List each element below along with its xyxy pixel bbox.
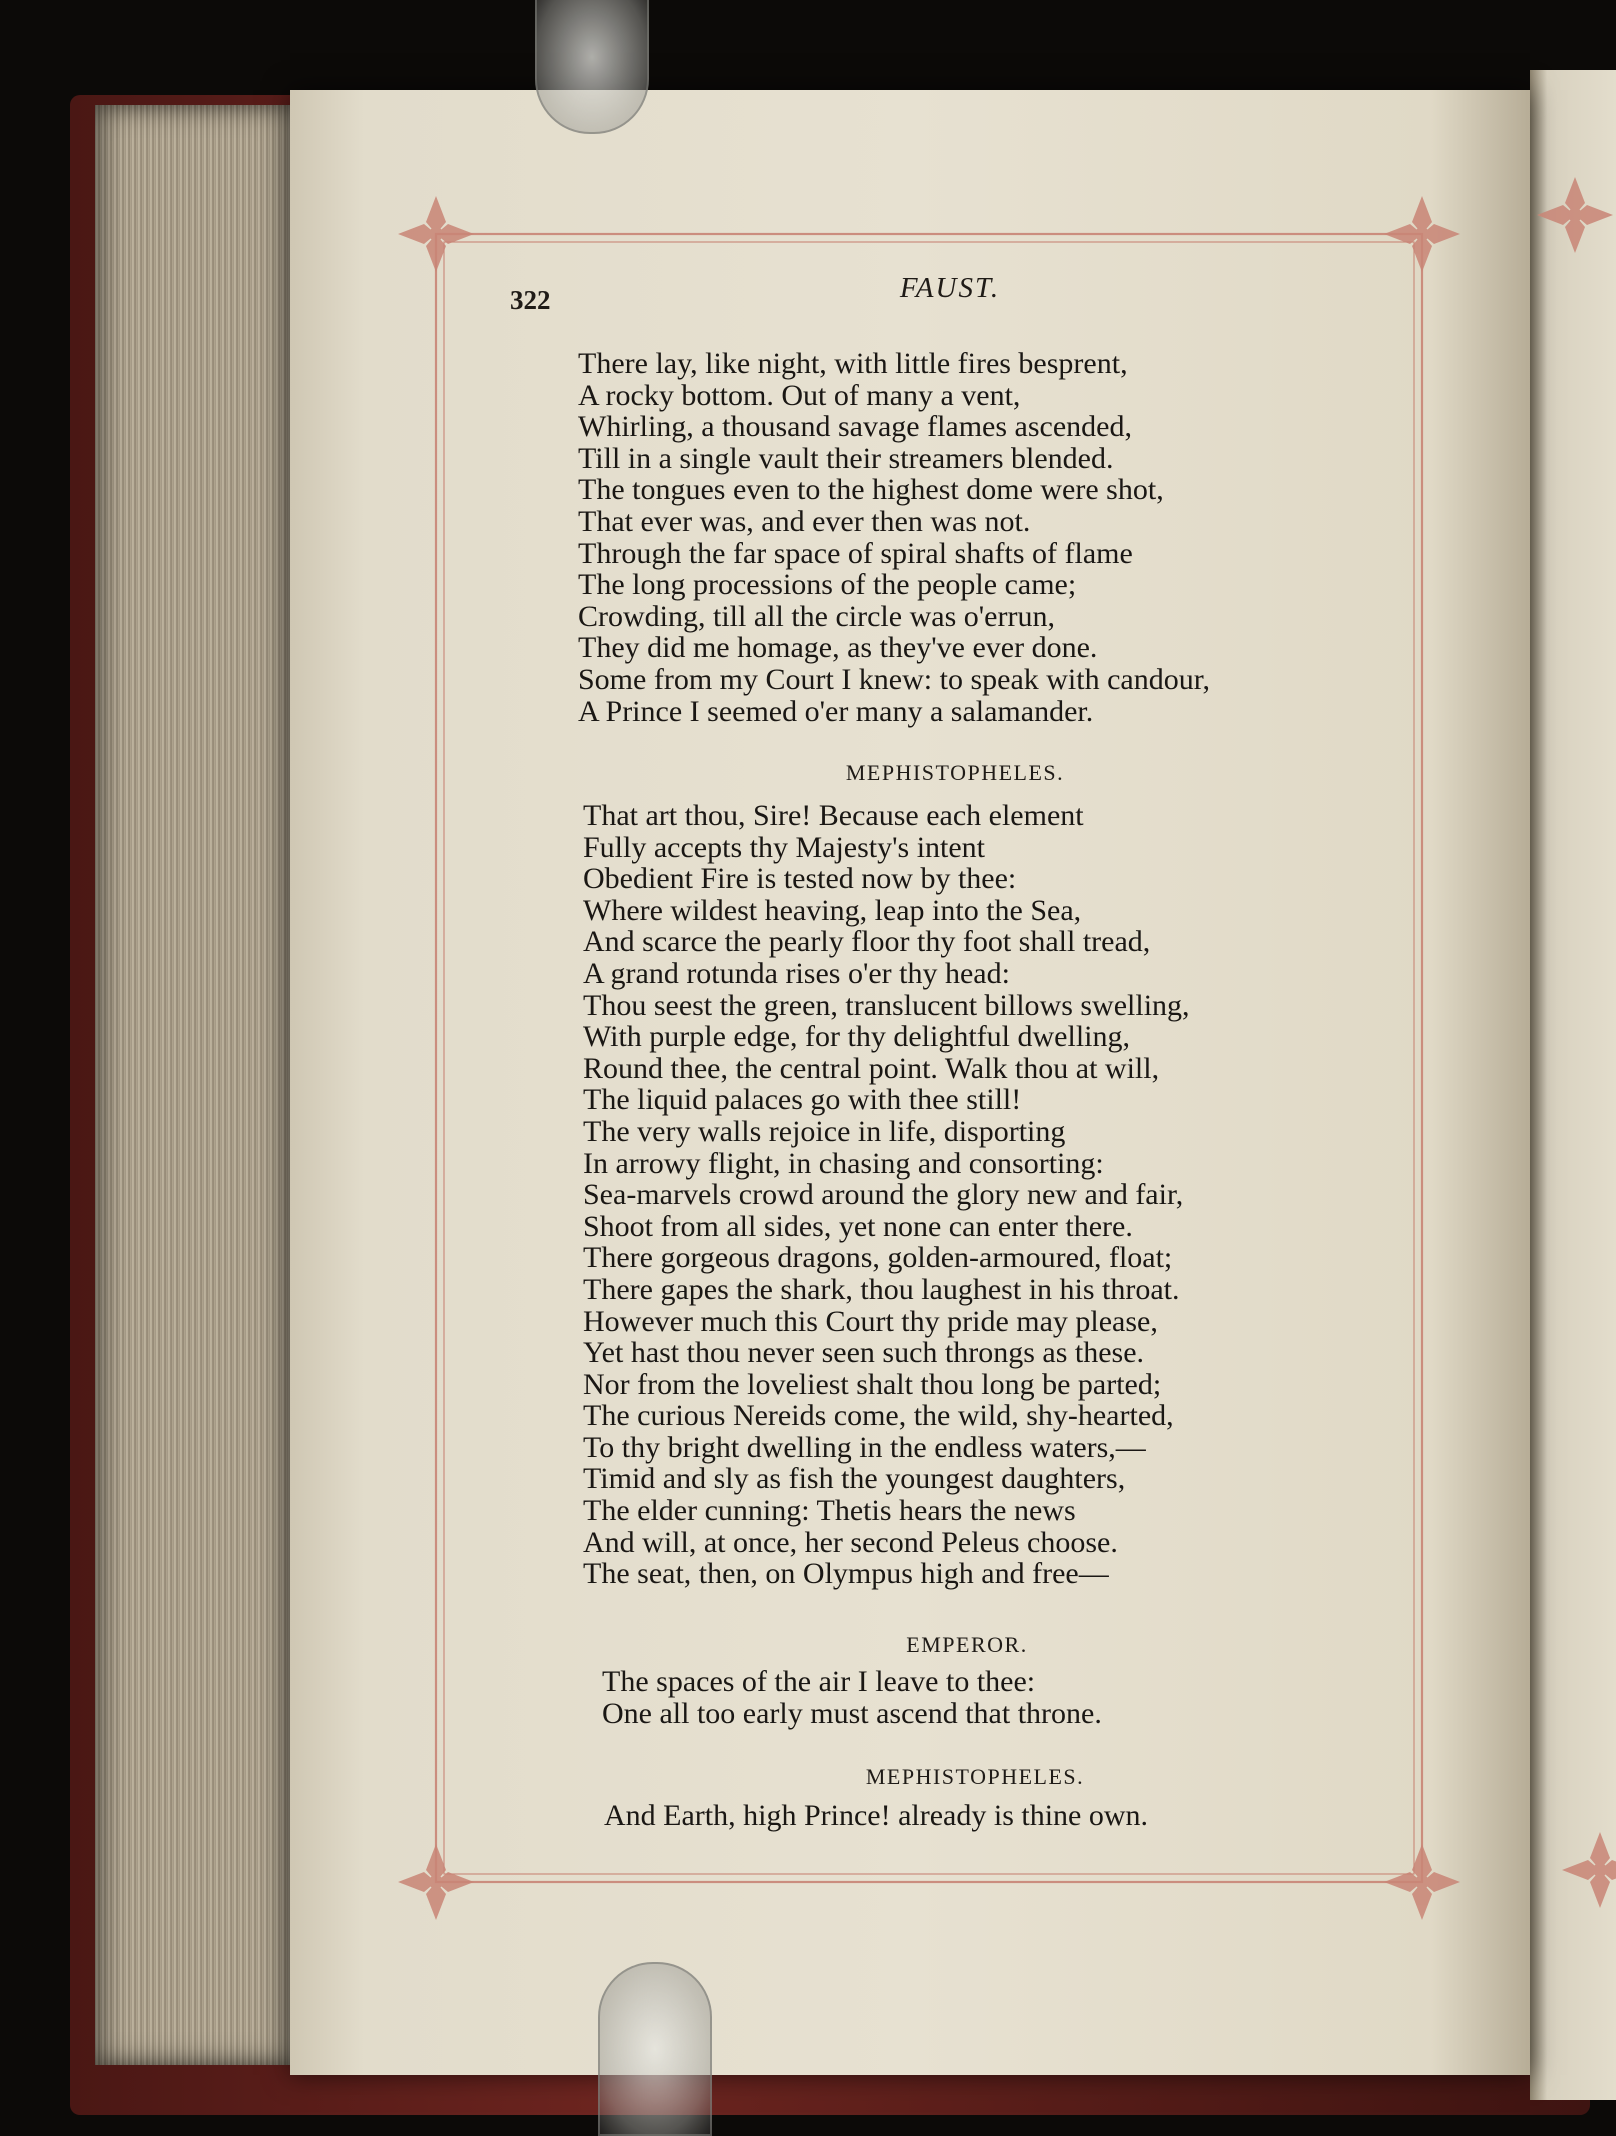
corner-ornament bbox=[1384, 196, 1460, 272]
page-clip-bottom bbox=[598, 1962, 712, 2136]
verse-line: And Earth, high Prince! already is thine own. bbox=[604, 1799, 1149, 1832]
verse-line: A rocky bottom. Out of many a vent, bbox=[578, 378, 1021, 412]
verse-line: Nor from the loveliest shalt thou long be parted; bbox=[583, 1367, 1162, 1401]
verse-line: Crowding, till all the circle was o'errun, bbox=[578, 599, 1055, 633]
verse-line: A grand rotunda rises o'er thy head: bbox=[583, 956, 1010, 990]
page-number: 322 bbox=[510, 285, 551, 315]
page-clip-top bbox=[535, 0, 649, 134]
verse-line: The long processions of the people came; bbox=[578, 568, 1077, 602]
verse-line: The curious Nereids come, the wild, shy-hearted, bbox=[583, 1399, 1174, 1433]
verse-line: Through the far space of spiral shafts of flame bbox=[578, 536, 1133, 570]
verse-line: And will, at once, her second Peleus choose. bbox=[583, 1525, 1118, 1559]
verse-line: There gorgeous dragons, golden-armoured, float; bbox=[583, 1241, 1173, 1275]
verse-line: There gapes the shark, thou laughest in his throat. bbox=[583, 1272, 1180, 1306]
verse-line: The liquid palaces go with thee still! bbox=[583, 1083, 1022, 1117]
verse-line: Shoot from all sides, yet none can enter there. bbox=[583, 1209, 1133, 1243]
verse-line: The very walls rejoice in life, disporting bbox=[583, 1114, 1066, 1148]
verse-line: They did me homage, as they've ever done. bbox=[578, 631, 1098, 665]
verse-line: Whirling, a thousand savage flames ascended, bbox=[578, 410, 1132, 444]
verse-line: The seat, then, on Olympus high and free— bbox=[583, 1557, 1109, 1591]
corner-ornament bbox=[398, 1844, 474, 1920]
verse-line: Timid and sly as fish the youngest daughters, bbox=[583, 1462, 1126, 1496]
verse-line: To thy bright dwelling in the endless waters,— bbox=[583, 1430, 1146, 1464]
verse-line: And scarce the pearly floor thy foot shall tread, bbox=[583, 925, 1151, 959]
corner-ornament bbox=[1562, 1832, 1616, 1908]
verse-block-3 bbox=[602, 1666, 1102, 1729]
verse-block-1 bbox=[578, 348, 1210, 727]
verse-line: There lay, like night, with little fires besprent, bbox=[578, 347, 1128, 380]
corner-ornament bbox=[1384, 1844, 1460, 1920]
verse-line: Sea-marvels crowd around the glory new and fair, bbox=[583, 1178, 1184, 1212]
verse-line: The spaces of the air I leave to thee: bbox=[602, 1665, 1036, 1698]
verse-line: Where wildest heaving, leap into the Sea, bbox=[583, 893, 1082, 927]
verse-line: With purple edge, for thy delightful dwelling, bbox=[583, 1020, 1131, 1054]
verse-line: In arrowy flight, in chasing and consorting: bbox=[583, 1146, 1104, 1180]
corner-ornament bbox=[1537, 177, 1613, 253]
speaker-label: MEPHISTOPHELES. bbox=[845, 760, 1065, 785]
speaker-label: MEPHISTOPHELES. bbox=[865, 1764, 1085, 1789]
verse-line: The tongues even to the highest dome were shot, bbox=[578, 473, 1164, 507]
verse-line: That art thou, Sire! Because each element bbox=[583, 799, 1084, 832]
verse-line: A Prince I seemed o'er many a salamander. bbox=[578, 694, 1094, 728]
verse-line: However much this Court thy pride may please, bbox=[583, 1304, 1158, 1338]
speaker-label: EMPEROR. bbox=[906, 1632, 1028, 1657]
verse-line: Thou seest the green, translucent billows swelling, bbox=[583, 988, 1190, 1022]
verse-line: Till in a single vault their streamers blended. bbox=[578, 441, 1114, 475]
verse-line: Fully accepts thy Majesty's intent bbox=[583, 830, 986, 864]
verse-block-2 bbox=[583, 800, 1190, 1590]
corner-ornament bbox=[398, 196, 474, 272]
running-head: FAUST. bbox=[899, 272, 1001, 304]
verse-block-4 bbox=[604, 1800, 1148, 1832]
verse-line: Yet hast thou never seen such throngs as these. bbox=[583, 1336, 1145, 1370]
verse-line: That ever was, and ever then was not. bbox=[578, 504, 1031, 538]
verse-line: Round thee, the central point. Walk thou at will, bbox=[583, 1051, 1160, 1085]
verse-line: Obedient Fire is tested now by thee: bbox=[583, 862, 1017, 896]
verse-line: Some from my Court I knew: to speak with candour, bbox=[578, 662, 1211, 696]
verse-line: One all too early must ascend that throne. bbox=[602, 1696, 1102, 1730]
verse-line: The elder cunning: Thetis hears the news bbox=[583, 1494, 1076, 1528]
